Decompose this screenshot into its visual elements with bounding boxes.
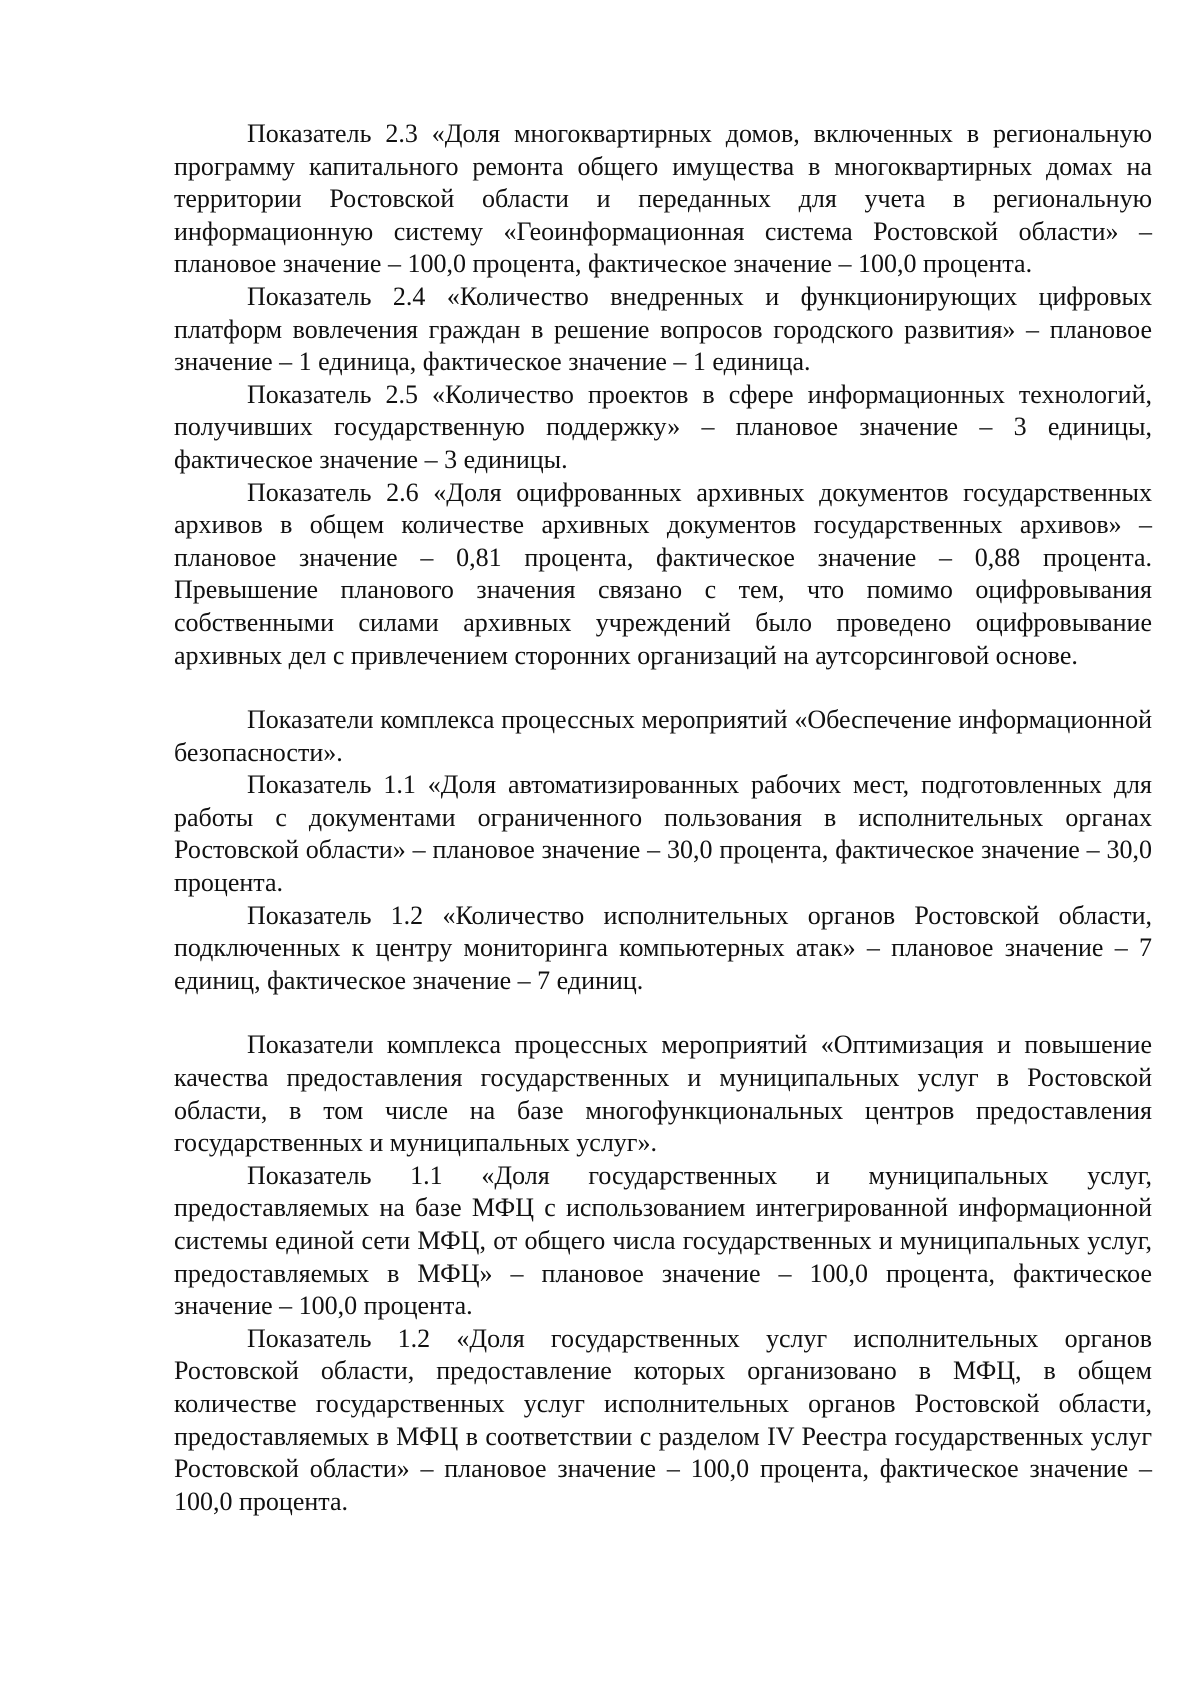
paragraph-indicator-1-1-security: Показатель 1.1 «Доля автоматизированных рабочих мест, подготовленных для работы с документами ограниченного пользования в исполнительных органах Ростовской области» – плановое значение – 30,0 процента, фактическое значение – 30,0 процента. xyxy=(174,770,1152,898)
paragraph-indicator-2-4: Показатель 2.4 «Количество внедренных и функционирующих цифровых платформ вовлечения граждан в решение вопросов городского развития» – плановое значение – 1 единица, фактическое значение – 1 единица. xyxy=(174,281,1152,377)
document-page xyxy=(174,118,1152,1518)
paragraph-indicator-1-1-services: Показатель 1.1 «Доля государственных и муниципальных услуг, предоставляемых на базе МФЦ с использованием интегрированной информационной системы единой сети МФЦ, от общего числа государственных и муниципальных услуг, предоставляемых в МФЦ» – плановое значение – 100,0 процента, фактическое значение – 100,0 процента. xyxy=(174,1160,1152,1321)
section-gap xyxy=(174,672,1152,704)
section-heading-information-security: Показатели комплекса процессных мероприятий «Обеспечение информационной безопасности». xyxy=(174,705,1152,767)
section-gap xyxy=(174,997,1152,1029)
paragraph-indicator-1-2-security: Показатель 1.2 «Количество исполнительных органов Ростовской области, подключенных к центру мониторинга компьютерных атак» – плановое значение – 7 единиц, фактическое значение – 7 единиц. xyxy=(174,900,1152,995)
paragraph-indicator-1-2-services: Показатель 1.2 «Доля государственных услуг исполнительных органов Ростовской области, предоставление которых организовано в МФЦ, в общем количестве государственных услуг исполнительных органов Ростовской области, предоставляемых в МФЦ в соответствии с разделом IV Реестра государственных услуг Ростовской области» – плановое значение – 100,0 процента, фактическое значение – 100,0 процента. xyxy=(174,1323,1152,1516)
paragraph-indicator-2-6: Показатель 2.6 «Доля оцифрованных архивных документов государственных архивов в общем количестве архивных документов государственных архивов» – плановое значение – 0,81 процента, фактическое значение – 0,88 процента. Превышение планового значения связано с тем, что помимо оцифровывания собственными силами архивных учреждений было проведено оцифровывание архивных дел с привлечением сторонних организаций на аутсорсинговой основе. xyxy=(174,477,1152,670)
paragraph-indicator-2-5: Показатель 2.5 «Количество проектов в сфере информационных технологий, получивших государственную поддержку» – плановое значение – 3 единицы, фактическое значение – 3 единицы. xyxy=(174,379,1152,474)
paragraph-indicator-2-3: Показатель 2.3 «Доля многоквартирных домов, включенных в региональную программу капитального ремонта общего имущества в многоквартирных домах на территории Ростовской области и переданных для учета в региональную информационную систему «Геоинформационная система Ростовской области» – плановое значение – 100,0 процента, фактическое значение – 100,0 процента. xyxy=(174,119,1152,279)
section-heading-public-services: Показатели комплекса процессных мероприятий «Оптимизация и повышение качества предоставления государственных и муниципальных услуг в Ростовской области, в том числе на базе многофункциональных центров предоставления государственных и муниципальных услуг». xyxy=(174,1030,1152,1158)
